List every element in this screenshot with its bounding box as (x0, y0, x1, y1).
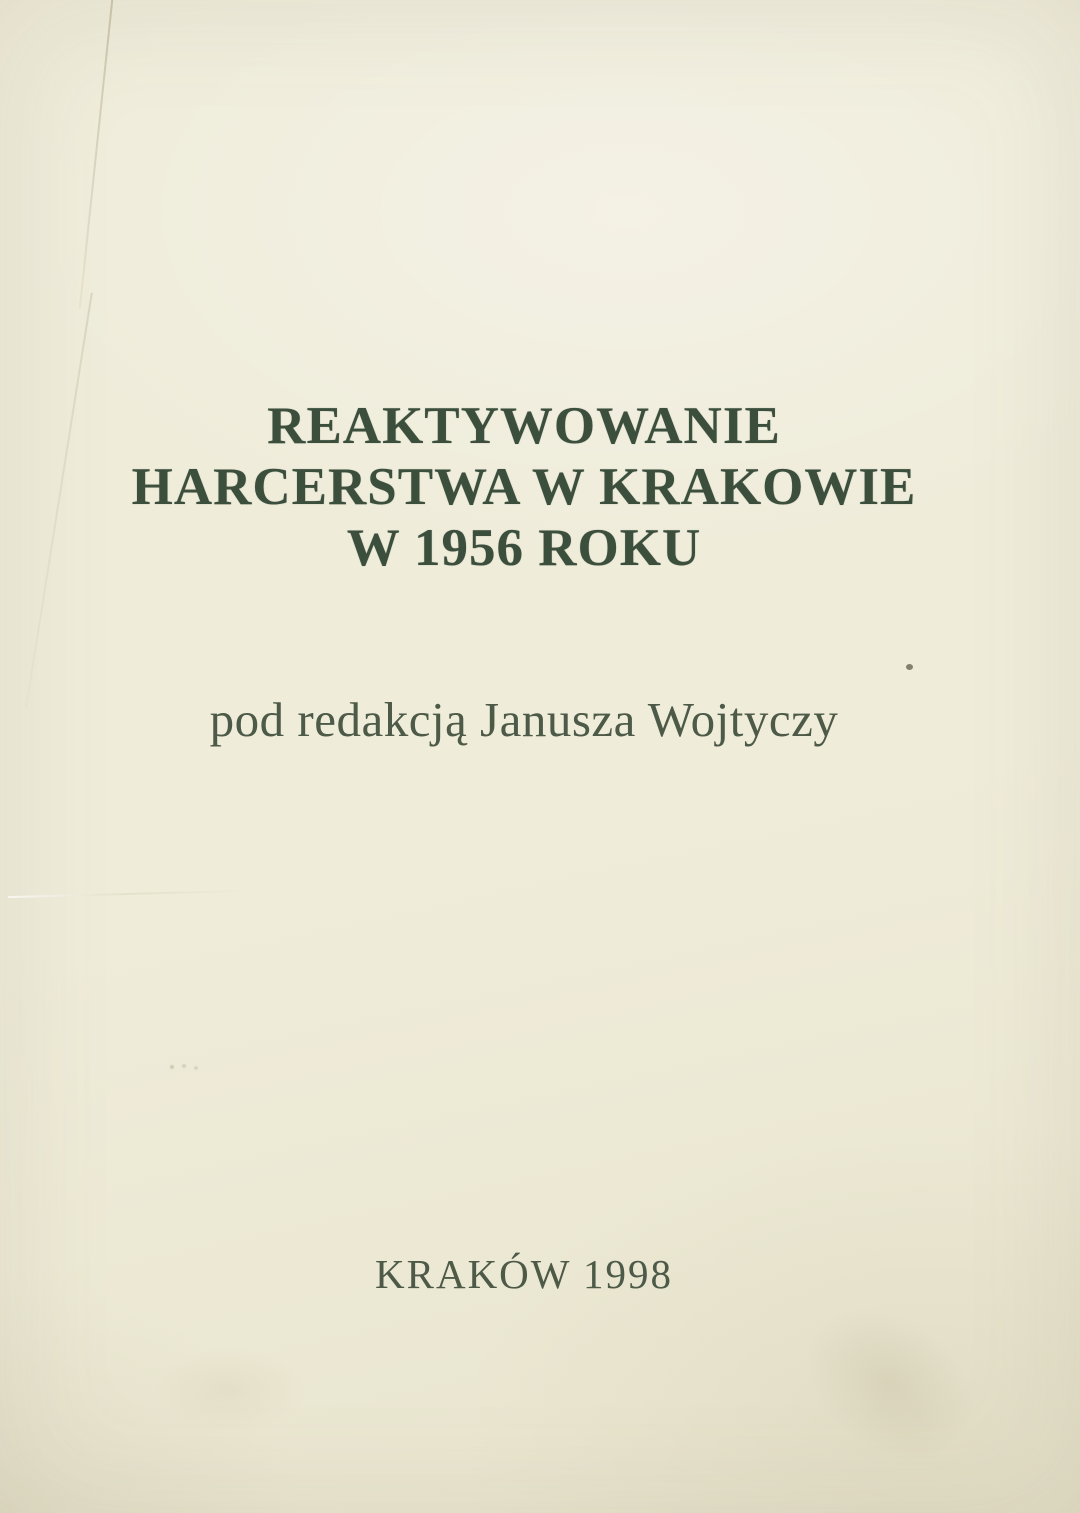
book-editor-line: pod redakcją Janusza Wojtyczy (209, 692, 839, 747)
book-title (0, 396, 1064, 579)
paper-crease-middle-left (8, 890, 248, 898)
paper-faint-dots (168, 1064, 202, 1070)
book-imprint: KRAKÓW 1998 (375, 1251, 673, 1297)
book-title-line-2: HARCERSTWA W KRAKOWIE (131, 458, 917, 516)
paper-speck (906, 664, 913, 670)
book-title-line-1: REAKTYWOWANIE (267, 397, 781, 455)
paper-crease-top-left (79, 0, 115, 309)
paper-smudge-bottom-left (120, 1330, 340, 1450)
book-title-line-3: W 1956 ROKU (346, 519, 702, 577)
